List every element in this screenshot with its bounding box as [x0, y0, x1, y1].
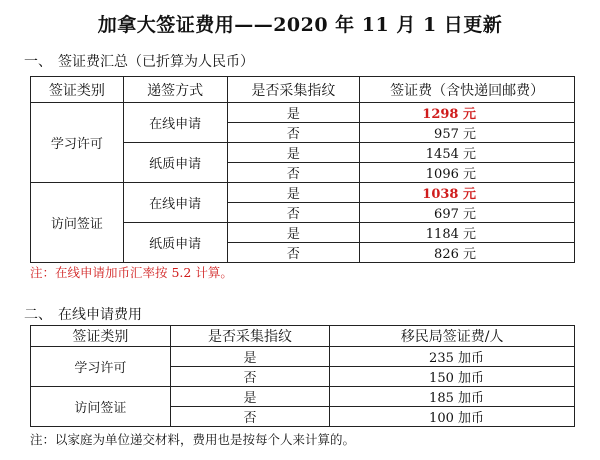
fee-cell: 1184 元 [360, 223, 575, 243]
method-cell: 纸质申请 [123, 223, 227, 263]
method-cell: 在线申请 [123, 103, 227, 143]
page-title: 加拿大签证费用——2020 年 11 月 1 日更新 [97, 14, 503, 36]
table-row [31, 347, 575, 367]
header-category: 签证类别 [31, 326, 171, 347]
biometrics-cell: 否 [227, 203, 360, 223]
biometrics-cell: 否 [227, 123, 360, 143]
table-row [31, 387, 575, 407]
fee-cell: 1454 元 [360, 143, 575, 163]
method-cell: 在线申请 [123, 183, 227, 223]
category-cell: 访问签证 [31, 183, 124, 263]
biometrics-cell: 是 [227, 223, 360, 243]
biometrics-cell: 是 [227, 143, 360, 163]
biometrics-cell: 否 [227, 243, 360, 263]
section2-note: 注：以家庭为单位递交材料，费用也是按每个人来计算的。 [30, 432, 356, 447]
method-cell: 纸质申请 [123, 143, 227, 183]
biometrics-cell: 是 [170, 387, 330, 407]
table-row [31, 183, 575, 203]
fee-cell: 235 加币 [330, 347, 575, 367]
section2-number: 二、 [24, 307, 52, 323]
biometrics-cell: 是 [170, 347, 330, 367]
header-fee: 移民局签证费/人 [330, 326, 575, 347]
category-cell: 学习许可 [31, 347, 171, 387]
section2-heading [24, 304, 142, 324]
fee-cell: 1096 元 [360, 163, 575, 183]
fee-cell-highlight: 1038 元 [360, 183, 575, 203]
category-cell: 访问签证 [31, 387, 171, 427]
header-category: 签证类别 [31, 77, 124, 103]
fee-cell: 185 加币 [330, 387, 575, 407]
table-row [31, 103, 575, 123]
header-method: 递签方式 [123, 77, 227, 103]
fee-cell: 957 元 [360, 123, 575, 143]
header-biometrics: 是否采集指纹 [170, 326, 330, 347]
fee-cell-highlight: 1298 元 [360, 103, 575, 123]
biometrics-cell: 是 [227, 103, 360, 123]
header-fee: 签证费（含快递回邮费） [360, 77, 575, 103]
category-cell: 学习许可 [31, 103, 124, 183]
biometrics-cell: 否 [227, 163, 360, 183]
section1-title: 签证费汇总（已折算为人民币） [58, 54, 254, 70]
section2-title: 在线申请费用 [58, 307, 142, 323]
section1-note: 注：在线申请加币汇率按 5.2 计算。 [30, 265, 233, 280]
fee-cell: 826 元 [360, 243, 575, 263]
online-fee-table [30, 325, 575, 427]
section1-heading [24, 51, 254, 71]
fee-cell: 150 加币 [330, 367, 575, 387]
section1-number: 一、 [24, 54, 52, 70]
table-header-row [31, 77, 575, 103]
biometrics-cell: 是 [227, 183, 360, 203]
fee-summary-table [30, 76, 575, 263]
header-biometrics: 是否采集指纹 [227, 77, 360, 103]
biometrics-cell: 否 [170, 407, 330, 427]
biometrics-cell: 否 [170, 367, 330, 387]
fee-cell: 697 元 [360, 203, 575, 223]
table-header-row [31, 326, 575, 347]
fee-cell: 100 加币 [330, 407, 575, 427]
